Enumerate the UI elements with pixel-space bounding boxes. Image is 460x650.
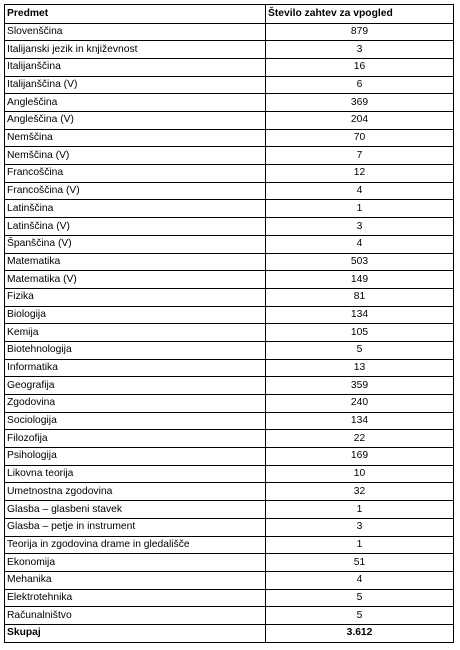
table-row — [5, 94, 454, 112]
table-row — [5, 147, 454, 165]
table-total-row — [5, 624, 454, 642]
request-count-cell: 7 — [266, 147, 454, 165]
table-row — [5, 589, 454, 607]
table-row — [5, 324, 454, 342]
header-subject: Predmet — [5, 5, 266, 24]
request-count-cell: 369 — [266, 94, 454, 112]
table-row — [5, 58, 454, 76]
subject-cell: Računalništvo — [5, 607, 266, 625]
request-count-cell: 149 — [266, 271, 454, 289]
request-count-cell: 3 — [266, 218, 454, 236]
table-row — [5, 76, 454, 94]
table-row — [5, 341, 454, 359]
subject-cell: Likovna teorija — [5, 465, 266, 483]
table-row — [5, 607, 454, 625]
request-count-cell: 1 — [266, 501, 454, 519]
request-count-cell: 16 — [266, 58, 454, 76]
table-row — [5, 235, 454, 253]
table-row — [5, 465, 454, 483]
subject-cell: Glasba – petje in instrument — [5, 518, 266, 536]
request-count-cell: 5 — [266, 341, 454, 359]
subject-cell: Slovenščina — [5, 23, 266, 41]
request-count-cell: 204 — [266, 112, 454, 130]
table-row — [5, 377, 454, 395]
table-row — [5, 306, 454, 324]
request-count-cell: 5 — [266, 607, 454, 625]
table-row — [5, 359, 454, 377]
subject-cell: Mehanika — [5, 571, 266, 589]
request-count-cell: 503 — [266, 253, 454, 271]
request-count-cell: 10 — [266, 465, 454, 483]
request-count-cell: 4 — [266, 182, 454, 200]
subject-cell: Sociologija — [5, 412, 266, 430]
table-row — [5, 448, 454, 466]
subject-cell: Filozofija — [5, 430, 266, 448]
request-count-cell: 81 — [266, 288, 454, 306]
table-row — [5, 395, 454, 413]
subject-cell: Italijanščina (V) — [5, 76, 266, 94]
request-count-cell: 12 — [266, 165, 454, 183]
table-row — [5, 501, 454, 519]
table-row — [5, 200, 454, 218]
request-count-cell: 6 — [266, 76, 454, 94]
subject-cell: Latinščina (V) — [5, 218, 266, 236]
request-count-cell: 134 — [266, 412, 454, 430]
table-row — [5, 430, 454, 448]
request-count-cell: 879 — [266, 23, 454, 41]
request-count-cell: 5 — [266, 589, 454, 607]
subject-cell: Psihologija — [5, 448, 266, 466]
subject-cell: Ekonomija — [5, 554, 266, 572]
request-count-cell: 13 — [266, 359, 454, 377]
subject-cell: Informatika — [5, 359, 266, 377]
table-body — [5, 23, 454, 624]
subject-cell: Geografija — [5, 377, 266, 395]
table-row — [5, 112, 454, 130]
subject-cell: Teorija in zgodovina drame in gledališče — [5, 536, 266, 554]
table-row — [5, 129, 454, 147]
request-count-cell: 359 — [266, 377, 454, 395]
table-row — [5, 41, 454, 59]
table-row — [5, 182, 454, 200]
subject-cell: Italijanski jezik in književnost — [5, 41, 266, 59]
table-row — [5, 412, 454, 430]
table-row — [5, 554, 454, 572]
subject-cell: Francoščina (V) — [5, 182, 266, 200]
total-label: Skupaj — [5, 624, 266, 642]
table-row — [5, 218, 454, 236]
request-count-cell: 240 — [266, 395, 454, 413]
header-request-count: Število zahtev za vpogled — [266, 5, 454, 24]
table-row — [5, 518, 454, 536]
table-row — [5, 536, 454, 554]
subject-cell: Latinščina — [5, 200, 266, 218]
request-count-cell: 51 — [266, 554, 454, 572]
request-count-cell: 134 — [266, 306, 454, 324]
table-row — [5, 271, 454, 289]
subject-cell: Umetnostna zgodovina — [5, 483, 266, 501]
subject-cell: Francoščina — [5, 165, 266, 183]
subject-cell: Nemščina — [5, 129, 266, 147]
request-count-cell: 4 — [266, 571, 454, 589]
request-count-cell: 1 — [266, 200, 454, 218]
subject-cell: Biotehnologija — [5, 341, 266, 359]
request-count-cell: 105 — [266, 324, 454, 342]
subject-cell: Angleščina — [5, 94, 266, 112]
request-count-cell: 22 — [266, 430, 454, 448]
subject-cell: Kemija — [5, 324, 266, 342]
table-row — [5, 165, 454, 183]
document-page — [4, 4, 456, 643]
subject-cell: Nemščina (V) — [5, 147, 266, 165]
request-count-cell: 70 — [266, 129, 454, 147]
table-row — [5, 571, 454, 589]
subject-cell: Matematika (V) — [5, 271, 266, 289]
table-row — [5, 483, 454, 501]
subject-cell: Zgodovina — [5, 395, 266, 413]
subject-cell: Elektrotehnika — [5, 589, 266, 607]
subject-cell: Glasba – glasbeni stavek — [5, 501, 266, 519]
table-row — [5, 23, 454, 41]
request-count-cell: 1 — [266, 536, 454, 554]
table-row — [5, 253, 454, 271]
requests-table — [4, 4, 454, 643]
table-row — [5, 288, 454, 306]
request-count-cell: 169 — [266, 448, 454, 466]
subject-cell: Italijanščina — [5, 58, 266, 76]
total-value: 3.612 — [266, 624, 454, 642]
request-count-cell: 3 — [266, 518, 454, 536]
subject-cell: Biologija — [5, 306, 266, 324]
subject-cell: Matematika — [5, 253, 266, 271]
request-count-cell: 4 — [266, 235, 454, 253]
table-header-row — [5, 5, 454, 24]
request-count-cell: 3 — [266, 41, 454, 59]
subject-cell: Španščina (V) — [5, 235, 266, 253]
request-count-cell: 32 — [266, 483, 454, 501]
subject-cell: Fizika — [5, 288, 266, 306]
subject-cell: Angleščina (V) — [5, 112, 266, 130]
